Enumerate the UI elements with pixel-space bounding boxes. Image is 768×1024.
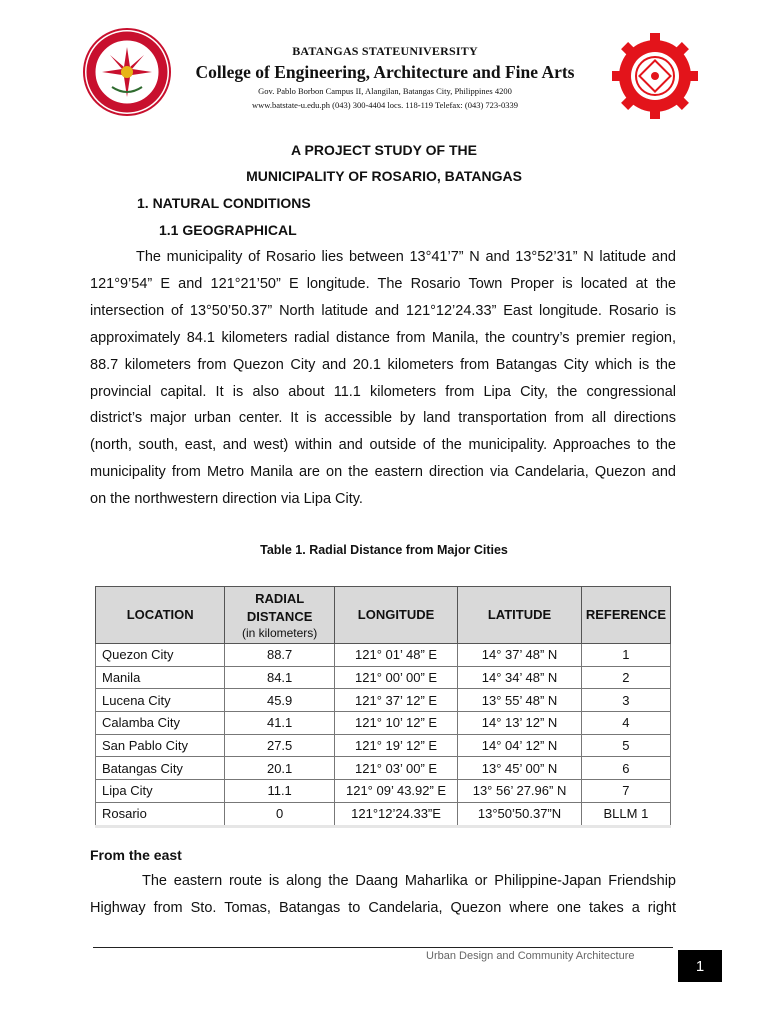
letterhead: [170, 44, 600, 111]
university-name: BATANGAS STATEUNIVERSITY: [292, 44, 478, 58]
paragraph-line: district’s major urban center. It is accessible by land transportation from all directions: [90, 410, 676, 427]
paragraph-line: 88.7 kilometers from Quezon City and 20.1 kilometers from Batangas City which is the: [90, 356, 676, 373]
footer-text: Urban Design and Community Architecture: [426, 950, 635, 962]
college-name: College of Engineering, Architecture and Fine Arts: [195, 62, 575, 82]
gear-emblem-icon: [610, 31, 700, 121]
paragraph-line: provincial capital. It is also about 11.1 kilometers from Lipa City, the congressional: [90, 383, 676, 400]
cell-reference: BLLM 1: [581, 802, 670, 825]
paragraph-line: municipality from Metro Manila are on the eastern direction via Candelaria, Quezon and: [90, 464, 676, 481]
paragraph-line: The eastern route is along the Daang Maharlika or Philippine-Japan Friendship: [142, 873, 676, 889]
cell-longitude: 121°12’24.33”E: [334, 802, 457, 825]
cell-location: Lucena City: [96, 689, 225, 712]
cell-latitude: 13° 55’ 48” N: [458, 689, 582, 712]
cell-reference: 2: [581, 666, 670, 689]
subsection-heading: 1.1 GEOGRAPHICAL: [159, 222, 297, 238]
table-row: [96, 666, 671, 689]
paragraph-line: on the northwestern direction via Lipa City.: [90, 491, 363, 508]
header-reference: REFERENCE: [581, 587, 670, 644]
east-route-paragraph: [90, 868, 676, 922]
table-row: [96, 802, 671, 825]
cell-distance: 20.1: [225, 757, 334, 780]
table-header-row: [96, 587, 671, 644]
geographical-paragraph: [90, 244, 676, 513]
university-seal-icon: [82, 27, 172, 117]
cell-reference: 3: [581, 689, 670, 712]
paragraph-line: (north, south, east, and west) within and outside of the municipality. Approaches to the: [90, 437, 676, 454]
cell-reference: 5: [581, 734, 670, 757]
table-row: [96, 712, 671, 735]
address-line: Gov. Pablo Borbon Campus II, Alangilan, Batangas City, Philippines 4200: [258, 86, 512, 96]
table-row: [96, 780, 671, 803]
cell-reference: 7: [581, 780, 670, 803]
project-title-line2: MUNICIPALITY OF ROSARIO, BATANGAS: [246, 168, 522, 184]
cell-reference: 1: [581, 644, 670, 667]
cell-distance: 88.7: [225, 644, 334, 667]
cell-reference: 4: [581, 712, 670, 735]
cell-distance: 84.1: [225, 666, 334, 689]
cell-latitude: 13° 45’ 00” N: [458, 757, 582, 780]
table-shadow: [95, 825, 671, 828]
cell-location: Rosario: [96, 802, 225, 825]
cell-longitude: 121° 10’ 12” E: [334, 712, 457, 735]
from-the-east-heading: From the east: [90, 847, 182, 863]
paragraph-line: approximately 84.1 kilometers radial distance from Manila, the country’s premier region,: [90, 329, 676, 346]
table-row: [96, 689, 671, 712]
header-radial-label: RADIAL DISTANCE: [246, 591, 313, 624]
cell-location: Manila: [96, 666, 225, 689]
cell-location: Quezon City: [96, 644, 225, 667]
cell-longitude: 121° 09’ 43.92” E: [334, 780, 457, 803]
table-row: [96, 757, 671, 780]
header-radial-distance: [225, 587, 334, 644]
header-radial-unit: (in kilometers): [241, 626, 318, 640]
footer-rule: [93, 947, 673, 948]
cell-longitude: 121° 01’ 48” E: [334, 644, 457, 667]
cell-distance: 41.1: [225, 712, 334, 735]
cell-location: Lipa City: [96, 780, 225, 803]
cell-longitude: 121° 19’ 12” E: [334, 734, 457, 757]
cell-location: Batangas City: [96, 757, 225, 780]
cell-latitude: 13°50’50.37”N: [458, 802, 582, 825]
cell-reference: 6: [581, 757, 670, 780]
cell-longitude: 121° 03’ 00” E: [334, 757, 457, 780]
cell-latitude: 14° 04’ 12” N: [458, 734, 582, 757]
cell-location: San Pablo City: [96, 734, 225, 757]
section-heading: 1. NATURAL CONDITIONS: [137, 195, 311, 211]
cell-location: Calamba City: [96, 712, 225, 735]
radial-distance-table: [95, 586, 671, 826]
cell-distance: 45.9: [225, 689, 334, 712]
header-latitude: LATITUDE: [458, 587, 582, 644]
cell-distance: 0: [225, 802, 334, 825]
table-row: [96, 734, 671, 757]
header-longitude: LONGITUDE: [334, 587, 457, 644]
table-row: [96, 644, 671, 667]
cell-longitude: 121° 37’ 12” E: [334, 689, 457, 712]
paragraph-line: intersection of 13°50’50.37” North latitude and 121°12’24.33” East longitude. Rosario is: [90, 302, 676, 319]
cell-latitude: 14° 34’ 48” N: [458, 666, 582, 689]
cell-distance: 27.5: [225, 734, 334, 757]
cell-longitude: 121° 00’ 00” E: [334, 666, 457, 689]
header-location: LOCATION: [96, 587, 225, 644]
contact-line: www.batstate-u.edu.ph (043) 300-4404 locs. 118-119 Telefax: (043) 723-0339: [252, 100, 518, 110]
cell-latitude: 13° 56’ 27.96” N: [458, 780, 582, 803]
paragraph-line: Highway from Sto. Tomas, Batangas to Candelaria, Quezon where one takes a right: [90, 899, 676, 916]
table-body: [96, 644, 671, 826]
paragraph-line: 121°9’54” E and 121°21’50” E longitude. The Rosario Town Proper is located at the: [90, 275, 676, 292]
cell-latitude: 14° 37’ 48” N: [458, 644, 582, 667]
project-title-line1: A PROJECT STUDY OF THE: [291, 142, 477, 158]
page-number: 1: [678, 950, 722, 982]
paragraph-line: The municipality of Rosario lies between 13°41’7” N and 13°52’31” N latitude and: [136, 249, 676, 265]
cell-latitude: 14° 13’ 12” N: [458, 712, 582, 735]
cell-distance: 11.1: [225, 780, 334, 803]
table-caption: Table 1. Radial Distance from Major Cities: [260, 543, 508, 557]
